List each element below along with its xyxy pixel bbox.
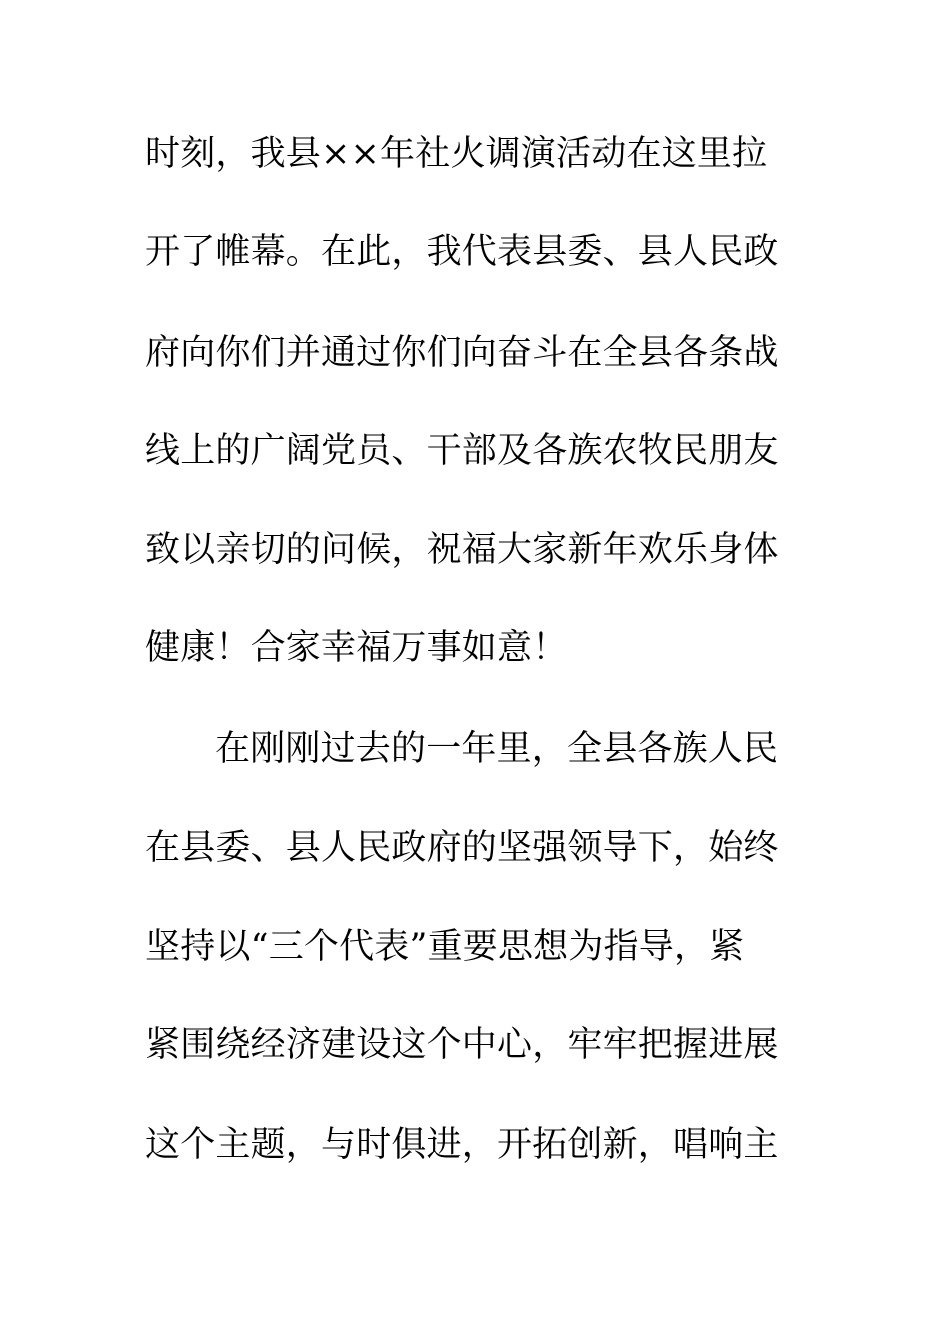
text-line: 致以亲切的问候，祝福大家新年欢乐身体 — [145, 530, 779, 570]
text-line: 在县委、县人民政府的坚强领导下，始终 — [145, 828, 779, 868]
paragraph-first-line: 在刚刚过去的一年里，全县各族人民 — [215, 729, 779, 769]
text-line: 紧围绕经济建设这个中心，牢牢把握进展 — [145, 1025, 779, 1065]
text-line: 府向你们并通过你们向奋斗在全县各条战 — [145, 333, 779, 373]
text-line: 坚持以“三个代表”重要思想为指导，紧 — [145, 927, 745, 967]
text-line: 时刻，我县××年社火调演活动在这里拉 — [145, 134, 768, 174]
text-line: 健康！合家幸福万事如意！ — [145, 628, 568, 668]
text-line: 线上的广阔党员、干部及各族农牧民朋友 — [145, 431, 779, 471]
text-line: 这个主题，与时俱进，开拓创新，唱响主 — [145, 1125, 779, 1165]
text-line: 开了帷幕。在此，我代表县委、县人民政 — [145, 232, 779, 272]
